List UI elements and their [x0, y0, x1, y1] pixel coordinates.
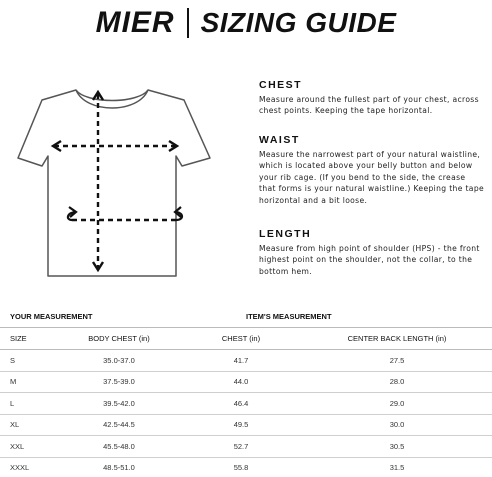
- table-row: [0, 371, 492, 393]
- table-row: [0, 350, 492, 372]
- waist-description: Measure the narrowest part of your natural waistline, which is located above your belly button and below your rib cage. (If you bend to the side, the crease that forms is your natural waistline.) Keeping the tape horizontal and a bit loose.: [259, 150, 485, 205]
- size-cell: XL: [0, 414, 58, 436]
- length-description: Measure from high point of shoulder (HPS) - the front highest point on the shoulder, not the collar, to the bottom hem.: [259, 244, 480, 276]
- size-cell: M: [0, 371, 58, 393]
- items-measurement-label: ITEM'S MEASUREMENT: [246, 312, 332, 321]
- brand-logo: MIER: [95, 6, 175, 39]
- chest-arrow: [53, 141, 177, 151]
- chest-cell: 52.7: [180, 436, 302, 458]
- size-cell: L: [0, 393, 58, 415]
- table-row: [0, 436, 492, 458]
- size-column-header: SIZE: [0, 328, 58, 350]
- table-row: [0, 457, 492, 477]
- length-cell: 30.5: [302, 436, 492, 458]
- header-divider: [187, 8, 189, 38]
- chest-column-header: CHEST (in): [180, 328, 302, 350]
- length-cell: 29.0: [302, 393, 492, 415]
- header: [0, 6, 492, 40]
- waist-arrow: [68, 207, 182, 220]
- length-info: [259, 228, 484, 277]
- page-title: SIZING GUIDE: [200, 7, 397, 38]
- body-chest-column-header: BODY CHEST (in): [58, 328, 180, 350]
- chest-cell: 49.5: [180, 414, 302, 436]
- tshirt-measurement-diagram: [14, 70, 214, 290]
- table-row: [0, 393, 492, 415]
- length-column-header: CENTER BACK LENGTH (in): [302, 328, 492, 350]
- length-cell: 27.5: [302, 350, 492, 372]
- chest-cell: 46.4: [180, 393, 302, 415]
- size-cell: S: [0, 350, 58, 372]
- size-cell: XXXL: [0, 457, 58, 477]
- body-chest-cell: 35.0-37.0: [58, 350, 180, 372]
- body-chest-cell: 48.5-51.0: [58, 457, 180, 477]
- body-chest-cell: 45.5-48.0: [58, 436, 180, 458]
- chest-cell: 55.8: [180, 457, 302, 477]
- size-table: [0, 327, 492, 477]
- chest-cell: 41.7: [180, 350, 302, 372]
- table-section-labels: [0, 312, 492, 324]
- chest-cell: 44.0: [180, 371, 302, 393]
- body-chest-cell: 39.5-42.0: [58, 393, 180, 415]
- size-cell: XXL: [0, 436, 58, 458]
- length-cell: 28.0: [302, 371, 492, 393]
- chest-description: Measure around the fullest part of your chest, across chest points. Keeping the tape horizontal.: [259, 95, 479, 116]
- length-cell: 30.0: [302, 414, 492, 436]
- waist-info: [259, 134, 484, 206]
- body-chest-cell: 37.5-39.0: [58, 371, 180, 393]
- waist-heading: WAIST: [259, 134, 300, 146]
- length-cell: 31.5: [302, 457, 492, 477]
- length-arrow: [93, 92, 103, 270]
- chest-heading: CHEST: [259, 79, 303, 91]
- chest-info: [259, 79, 484, 117]
- body-chest-cell: 42.5-44.5: [58, 414, 180, 436]
- table-row: [0, 414, 492, 436]
- length-heading: LENGTH: [259, 228, 312, 240]
- your-measurement-label: YOUR MEASUREMENT: [10, 312, 93, 321]
- table-header-row: [0, 328, 492, 350]
